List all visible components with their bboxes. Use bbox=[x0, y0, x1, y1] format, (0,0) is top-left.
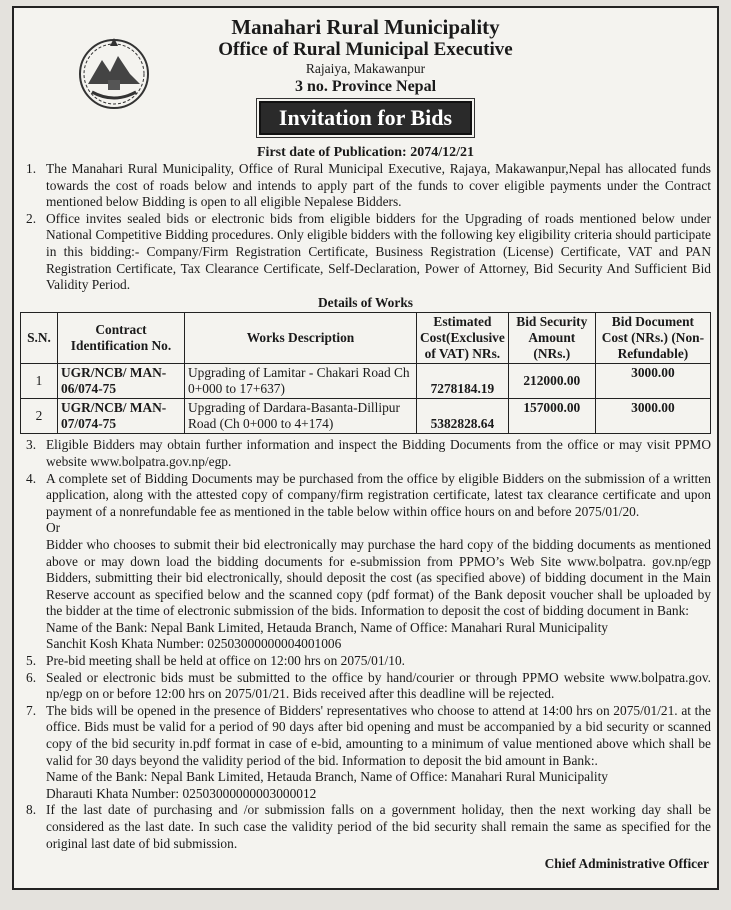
item-number: 8. bbox=[26, 802, 37, 818]
cell-description: Upgrading of Lamitar - Chakari Road Ch 0+000 to 17+637) bbox=[185, 364, 417, 399]
table-row bbox=[21, 399, 711, 434]
item-number: 5. bbox=[26, 653, 37, 669]
item-text: Pre-bid meeting shall be held at office on 12:00 hrs on 2075/01/10. bbox=[46, 653, 406, 669]
cell-description: Upgrading of Dardara-Basanta-Dillipur Road (Ch 0+000 to 4+174) bbox=[185, 399, 417, 434]
title-banner: Invitation for Bids bbox=[259, 101, 472, 135]
item-text: A complete set of Bidding Documents may be purchased from the office by eligible Bidders on the submission of a written application, along with the attested copy of company/firm registration certificate, latest tax clearance certificate and upon payment of a nonrefundable fee as mentioned in the table below within office hours on and before 2075/01/20. bbox=[46, 470, 711, 519]
cell-sn: 2 bbox=[21, 399, 58, 434]
notice-body bbox=[20, 161, 711, 873]
khata-number: Dharauti Khata Number: 02503000000003000012 bbox=[46, 785, 317, 801]
org-name: Manahari Rural Municipality bbox=[231, 15, 500, 39]
list-item bbox=[20, 211, 711, 294]
list-item bbox=[20, 670, 711, 703]
works-table bbox=[20, 312, 711, 434]
notice-page bbox=[12, 6, 719, 890]
location: Rajaiya, Makawanpur bbox=[305, 61, 426, 76]
list-item bbox=[20, 802, 711, 852]
cell-sn: 1 bbox=[21, 364, 58, 399]
table-header: Works Description bbox=[185, 313, 417, 364]
item-text: Office invites sealed bids or electronic bids from eligible bidders for the Upgrading of roads mentioned below under National Competitive Bidding procedures. Only eligible bidders with the following key eligibility criteria should participate in this bidding:- Company/Firm Registration Certificate, Business Registration (License) Certificate, VAT and PAN Registration Certificate, Tax Clearance Certificate, Self-Declaration, Power of Attorney, Bid Security And Sufficient Bid Validity Period. bbox=[46, 210, 711, 293]
khata-number: Sanchit Kosh Khata Number: 02503000000004001006 bbox=[46, 636, 342, 652]
item-number: 4. bbox=[26, 470, 37, 486]
table-header: Estimated Cost(Exclusive of VAT) NRs. bbox=[417, 313, 509, 364]
details-title: Details of Works bbox=[318, 294, 413, 310]
cell-contract-id: UGR/NCB/ MAN-07/074-75 bbox=[58, 399, 185, 434]
item-number: 2. bbox=[26, 210, 37, 226]
table-header: Bid Security Amount (NRs.) bbox=[508, 313, 595, 364]
office-name: Office of Rural Municipal Executive bbox=[218, 39, 513, 60]
header bbox=[14, 15, 717, 135]
item-text: Eligible Bidders may obtain further information and inspect the Bidding Documents from the office or may visit PPMO website www.bolpatra.gov.np/egp. bbox=[46, 437, 711, 469]
item-text-continued: Bidder who chooses to submit their bid electronically may purchase the hard copy of the bidding documents as mentioned above or may down load the bidding documents for e-submission from PPMO’s Web Site www.bolpatra. gov.np/egp Bidders, submitting their bid electronically, should deposit the cost (as specified above) of bidding document in the Main Reserve account as specified below and the scanned copy (pdf format) of the Bank deposit voucher shall be uploaded by the bidder at the time of electronic submission of the bids. Information to deposit the cost of bidding document in Bank: bbox=[46, 536, 711, 619]
bank-info: Name of the Bank: Nepal Bank Limited, Hetauda Branch, Name of Office: Manahari Rural Municipality bbox=[46, 769, 608, 785]
item-text: The bids will be opened in the presence of Bidders' representatives who choose to attend at 14:00 hrs on 2075/01/21. at the office. Bids must be valid for a period of 90 days after bid opening and must be accompanied by a bid security or scanned copy of the bid security in.pdf format in case of e-bid, amounting to a minimum of value mentioned above which shall be valid for 30 days beyond the validity period of the bid. Information to deposit the bid amount in Bank:. bbox=[46, 702, 711, 768]
table-row bbox=[21, 364, 711, 399]
item-number: 6. bbox=[26, 669, 37, 685]
item-text: The Manahari Rural Municipality, Office of Rural Municipal Executive, Rajaya, Makawanpur,Nepal has allocated funds towards the cost of roads below and intends to apply part of the funds to cover eligible payments under the Contract mentioned below Bidding is open to all eligible Nepalese Bidders. bbox=[46, 161, 711, 210]
cell-cost: 5382828.64 bbox=[417, 399, 509, 434]
table-header: Contract Identification No. bbox=[58, 313, 185, 364]
publication-date: First date of Publication: 2074/12/21 bbox=[257, 145, 474, 160]
province: 3 no. Province Nepal bbox=[294, 78, 437, 95]
table-header: S.N. bbox=[21, 313, 58, 364]
item-number: 1. bbox=[26, 161, 37, 176]
or-text: Or bbox=[46, 520, 61, 536]
cell-doc-cost: 3000.00 bbox=[595, 399, 710, 434]
signature: Chief Administrative Officer bbox=[544, 856, 709, 872]
list-item bbox=[20, 437, 711, 470]
item-number: 3. bbox=[26, 437, 37, 453]
cell-security: 212000.00 bbox=[508, 364, 595, 399]
item-number: 7. bbox=[26, 702, 37, 718]
item-text: If the last date of purchasing and /or submission falls on a government holiday, then the next working day shall be considered as the last date. In such case the validity period of the bid security shall remain the same as specified for the original last date of bid submission. bbox=[46, 802, 711, 851]
cell-contract-id: UGR/NCB/ MAN-06/074-75 bbox=[58, 364, 185, 399]
bank-info: Name of the Bank: Nepal Bank Limited, Hetauda Branch, Name of Office: Manahari Rural Municipality bbox=[46, 619, 608, 635]
list-item bbox=[20, 703, 711, 803]
list-item bbox=[20, 161, 711, 211]
item-text: Sealed or electronic bids must be submitted to the office by hand/courier or through PPMO website www.bolpatra.gov. np/egp on or before 12:00 hrs on 2075/01/21. Bids received after this deadline will be rejected. bbox=[46, 669, 711, 702]
list-item bbox=[20, 653, 711, 670]
cell-security: 157000.00 bbox=[508, 399, 595, 434]
list-item bbox=[20, 471, 711, 654]
cell-cost: 7278184.19 bbox=[417, 364, 509, 399]
cell-doc-cost: 3000.00 bbox=[595, 364, 710, 399]
table-header: Bid Document Cost (NRs.) (Non-Refundable) bbox=[595, 313, 710, 364]
